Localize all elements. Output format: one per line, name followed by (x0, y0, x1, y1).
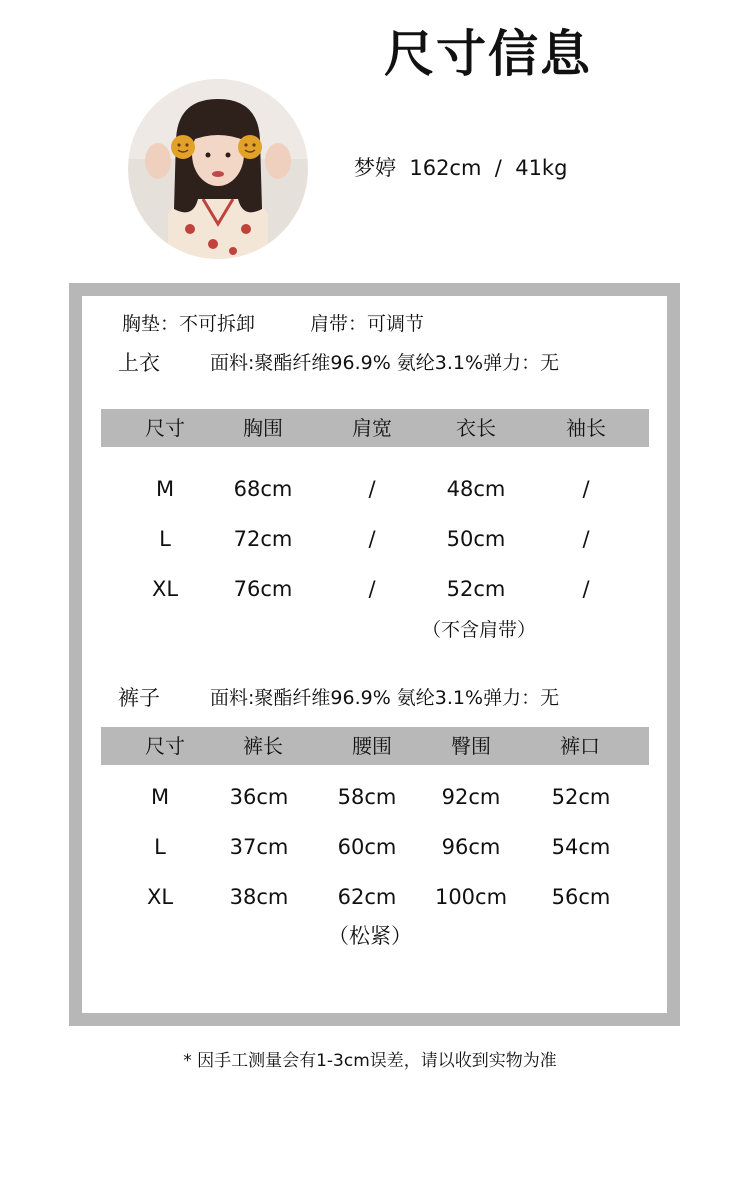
top-header-sleeve: 袖长 (566, 416, 606, 440)
pants-header-hip: 臀围 (451, 734, 491, 758)
top-header-length: 衣长 (456, 416, 496, 440)
top-cell: / (582, 527, 590, 551)
pants-cell: 54cm (551, 835, 611, 859)
top-cell: / (368, 577, 376, 601)
top-header-chest: 胸围 (243, 416, 283, 440)
top-cell: / (368, 527, 376, 551)
waist-elastic-note: （松紧） (328, 924, 412, 948)
top-cell: / (368, 477, 376, 501)
top-header-shoulder: 肩宽 (352, 416, 392, 440)
pants-cell: 58cm (337, 785, 397, 809)
top-section-label: 上衣 (118, 351, 160, 375)
model-photo (128, 79, 308, 259)
pants-cell: 37cm (229, 835, 289, 859)
top-length-note: （不含肩带） (421, 619, 536, 641)
top-cell: 72cm (233, 527, 293, 551)
top-cell: / (582, 577, 590, 601)
top-cell: 76cm (233, 577, 293, 601)
pants-header-waist: 腰围 (352, 734, 392, 758)
pants-header-size: 尺寸 (145, 734, 185, 758)
pants-cell: XL (146, 885, 174, 909)
pants-cell: 60cm (337, 835, 397, 859)
pants-cell: 52cm (551, 785, 611, 809)
size-chart-frame (69, 283, 680, 1026)
pants-cell: 38cm (229, 885, 289, 909)
pants-cell: 92cm (441, 785, 501, 809)
top-cell: 50cm (446, 527, 506, 551)
top-cell: 48cm (446, 477, 506, 501)
pants-section-label: 裤子 (118, 686, 160, 710)
top-cell: / (582, 477, 590, 501)
pants-header-length: 裤长 (243, 734, 283, 758)
strap-info: 肩带：可调节 (310, 313, 425, 335)
model-photo-illustration (128, 79, 308, 259)
measurement-disclaimer: * 因手工测量会有1-3cm误差，请以收到实物为准 (183, 1051, 557, 1071)
pants-cell: L (154, 835, 166, 859)
pants-header-hem: 裤口 (560, 734, 600, 758)
pants-cell: 56cm (551, 885, 611, 909)
top-cell: L (159, 527, 171, 551)
pants-cell: 62cm (337, 885, 397, 909)
top-cell: 52cm (446, 577, 506, 601)
pants-fabric-info: 面料:聚酯纤维96.9% 氨纶3.1%弹力：无 (210, 687, 560, 709)
pants-cell: 96cm (441, 835, 501, 859)
top-cell: 68cm (233, 477, 293, 501)
pants-cell: 36cm (229, 785, 289, 809)
top-fabric-info: 面料:聚酯纤维96.9% 氨纶3.1%弹力：无 (210, 352, 560, 374)
top-header-size: 尺寸 (145, 416, 185, 440)
page-title: 尺寸信息 (384, 25, 592, 83)
top-cell: M (155, 477, 175, 501)
chest-pad-info: 胸垫：不可拆卸 (122, 313, 256, 335)
pants-cell: M (150, 785, 170, 809)
model-stats: 梦婷 162cm / 41kg (354, 156, 568, 180)
pants-cell: 100cm (434, 885, 508, 909)
top-cell: XL (151, 577, 179, 601)
